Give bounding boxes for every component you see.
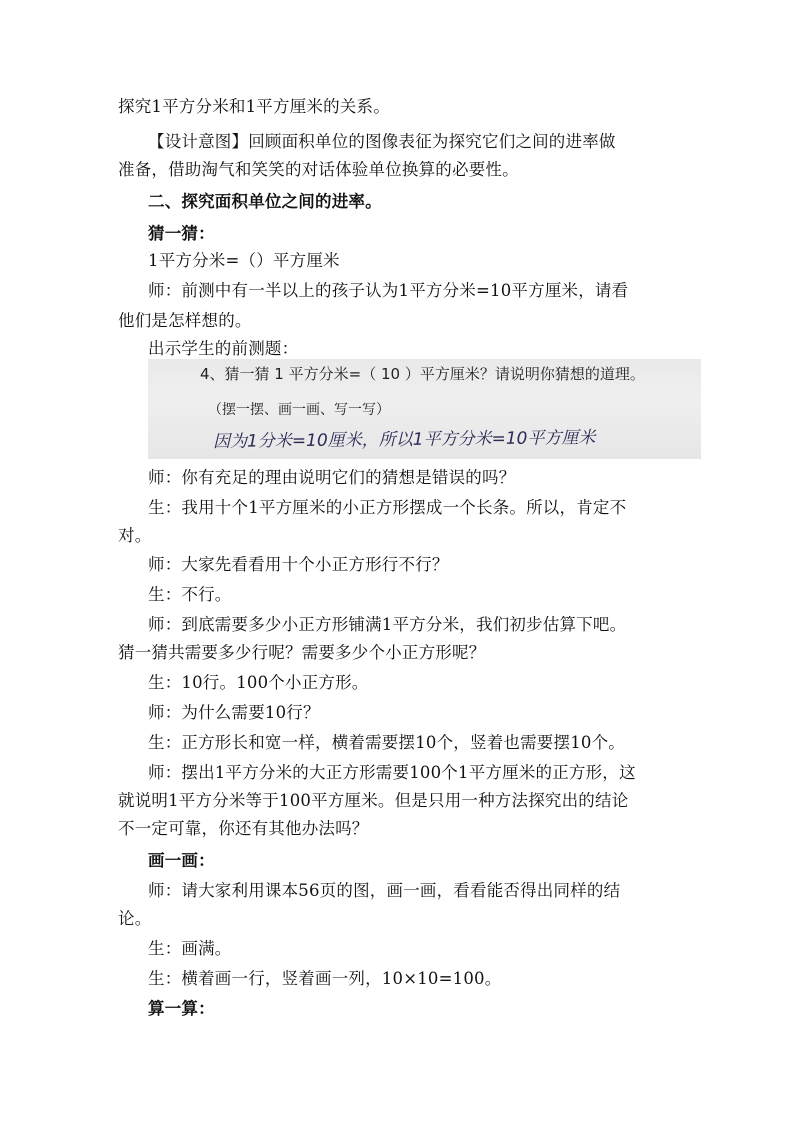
text-line: 生：画满。 bbox=[148, 939, 232, 958]
text-line: 师：大家先看看用十个小正方形行不行？ bbox=[148, 555, 449, 574]
photo-handwriting: 因为1分米=10厘米，所以1平方分米=10平方厘米 bbox=[212, 427, 596, 453]
text-line: 就说明1平方分米等于100平方厘米。但是只用一种方法探究出的结论 bbox=[118, 791, 629, 810]
text-line: 出示学生的前测题： bbox=[148, 339, 299, 358]
photo-instruction: （摆一摆、画一画、写一写） bbox=[208, 402, 390, 418]
design-intent-line: 【设计意图】回顾面积单位的图像表征为探究它们之间的进率做 bbox=[148, 132, 616, 151]
text-line: 生：我用十个1平方厘米的小正方形摆成一个长条。所以，肯定不 bbox=[148, 498, 627, 517]
student-pretest-photo bbox=[148, 359, 701, 459]
text-line: 生：不行。 bbox=[148, 585, 232, 604]
text-line: 对。 bbox=[118, 526, 152, 545]
text-line: 师：请大家利用课本56页的图，画一画，看看能否得出同样的结 bbox=[148, 881, 621, 900]
subheading-draw: 画一画： bbox=[148, 851, 215, 870]
text-line: 不一定可靠，你还有其他办法吗？ bbox=[118, 819, 369, 838]
text-line: 师：前测中有一半以上的孩子认为1平方分米=10平方厘米，请看 bbox=[148, 281, 629, 300]
section-heading: 二、探究面积单位之间的进率。 bbox=[148, 192, 382, 211]
text-line: 师：你有充足的理由说明它们的猜想是错误的吗？ bbox=[148, 468, 516, 487]
text-line: 生：10行。100个小正方形。 bbox=[148, 673, 369, 692]
text-line: 师：到底需要多少小正方形铺满1平方分米，我们初步估算下吧。 bbox=[148, 615, 627, 634]
subheading-guess: 猜一猜： bbox=[148, 224, 215, 243]
text-line: 生：横着画一行，竖着画一列，10×10=100。 bbox=[148, 969, 502, 988]
text-line: 猜一猜共需要多少行呢？需要多少个小正方形呢？ bbox=[118, 643, 486, 662]
photo-question: 4、猜一猜 1 平方分米=（ 10 ）平方厘米？请说明你猜想的道理。 bbox=[200, 365, 645, 383]
text-line: 生：正方形长和宽一样，横着需要摆10个，竖着也需要摆10个。 bbox=[148, 733, 625, 752]
text-line: 师：摆出1平方分米的大正方形需要100个1平方厘米的正方形，这 bbox=[148, 763, 636, 782]
subheading-calc: 算一算： bbox=[148, 999, 215, 1018]
text-line: 论。 bbox=[118, 909, 152, 928]
text-line: 1平方分米=（）平方厘米 bbox=[148, 251, 340, 270]
text-line: 探究1平方分米和1平方厘米的关系。 bbox=[118, 97, 390, 116]
design-intent-line: 准备，借助淘气和笑笑的对话体验单位换算的必要性。 bbox=[118, 160, 519, 179]
text-line: 师：为什么需要10行？ bbox=[148, 703, 320, 722]
text-line: 他们是怎样想的。 bbox=[118, 311, 252, 330]
